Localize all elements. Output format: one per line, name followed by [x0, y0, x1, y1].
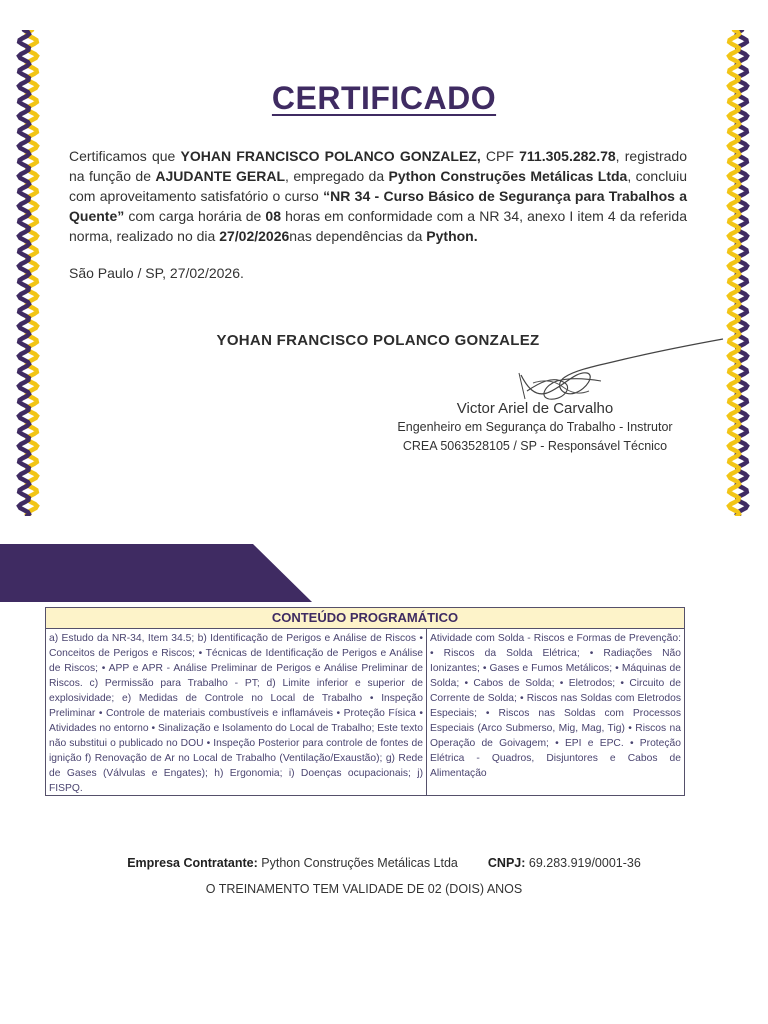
company-label: Empresa Contratante:: [127, 856, 258, 870]
cnpj-value: 69.283.919/0001-36: [525, 856, 641, 870]
course-name: “NR 34 - Curso Básico de Segurança para Trabalhos a Quente”: [69, 188, 688, 224]
contractor-line: [0, 856, 768, 870]
program-header: CONTEÚDO PROGRAMÁTICO: [46, 608, 684, 629]
program-table: [45, 607, 685, 796]
validity-notice: O TREINAMENTO TEM VALIDADE DE 02 (DOIS) ANOS: [205, 882, 523, 896]
instructor-role: Engenheiro em Segurança do Trabalho - Instrutor: [397, 420, 673, 434]
employer-company: Python Construções Metálicas Ltda: [388, 168, 628, 184]
certificate-body: Certificamos que YOHAN FRANCISCO POLANCO GONZALEZ, CPF 711.305.282.78, registrado na função de AJUDANTE GERAL, empregado da Python Construções Metálicas Ltda, concluiu com aproveitamento satisfatório o curso “NR 34 - Curso Básico de Segurança para Trabalhos a Quente” com carga horária de 08 horas em conformidade com a NR 34, anexo I item 4 da referida norma, realizado no dia 27/02/2026nas dependências da Python.: [69, 148, 688, 244]
student-name: YOHAN FRANCISCO POLANCO GONZALEZ,: [180, 148, 481, 164]
instructor-block: [380, 400, 690, 456]
program-left-column: a) Estudo da NR-34, Item 34.5; b) Identificação de Perigos e Análise de Riscos • Conceitos de Perigos e Riscos; • Técnicas de Identificação de Perigos e Análise de Riscos; • APP e APR - Análise Preliminar de Perigos e Análise Preliminar de Riscos. c) Permissão para Trabalho - PT; d) Limite inferior e superior de explosividade; e) Medidas de Controle no Local de Trabalho • Inspeção Preliminar • Controle de materiais combustíveis e inflamáveis • Proteção Física • Atividades no entorno • Sinalização e Isolamento do Local de Trabalho; Este texto não substitui o publicado no DOU • Inspeção Posterior para controle de fontes de ignição f) Renovação de Ar no Local de Trabalho (Ventilação/Exaustão); g) Rede de Gases (Válvulas e Engates); h) Ergonomia; i) Doenças ocupacionais; j) FISPQ.: [46, 629, 427, 796]
job-role: AJUDANTE GERAL: [155, 168, 286, 184]
instructor-crea: CREA 5063528105 / SP - Responsável Técnico: [402, 439, 668, 453]
course-location: Python.: [426, 228, 478, 244]
student-signature-name: YOHAN FRANCISCO POLANCO GONZALEZ: [216, 332, 540, 349]
course-hours: 08: [265, 208, 281, 224]
cnpj-label: CNPJ:: [487, 856, 526, 870]
course-date: 27/02/2026: [219, 228, 290, 244]
program-right-column: Atividade com Solda - Riscos e Formas de Prevenção: • Riscos da Solda Elétrica; • Radiações Não Ionizantes; • Gases e Fumos Metálicos; • Máquinas de Solda; • Cabos de Solda; • Eletrodos; • Circuito de Corrente de Solda; • Riscos nas Soldas com Eletrodos Especiais; • Riscos nas Soldas com Processos Especiais (Arco Submerso, Mig, Mag, Tig) • Riscos na Operação de Goivagem; • EPI e EPC. • Proteção Elétrica - Quadros, Disjuntores e Cabos de Alimentação: [430, 633, 681, 779]
instructor-name: Victor Ariel de Carvalho: [456, 400, 614, 417]
place-date: São Paulo / SP, 27/02/2026.: [69, 265, 244, 281]
certificate-title: CERTIFICADO: [271, 80, 497, 116]
company-value: Python Construções Metálicas Ltda: [257, 856, 458, 870]
student-cpf: 711.305.282.78: [519, 148, 616, 164]
purple-banner: [0, 544, 320, 602]
